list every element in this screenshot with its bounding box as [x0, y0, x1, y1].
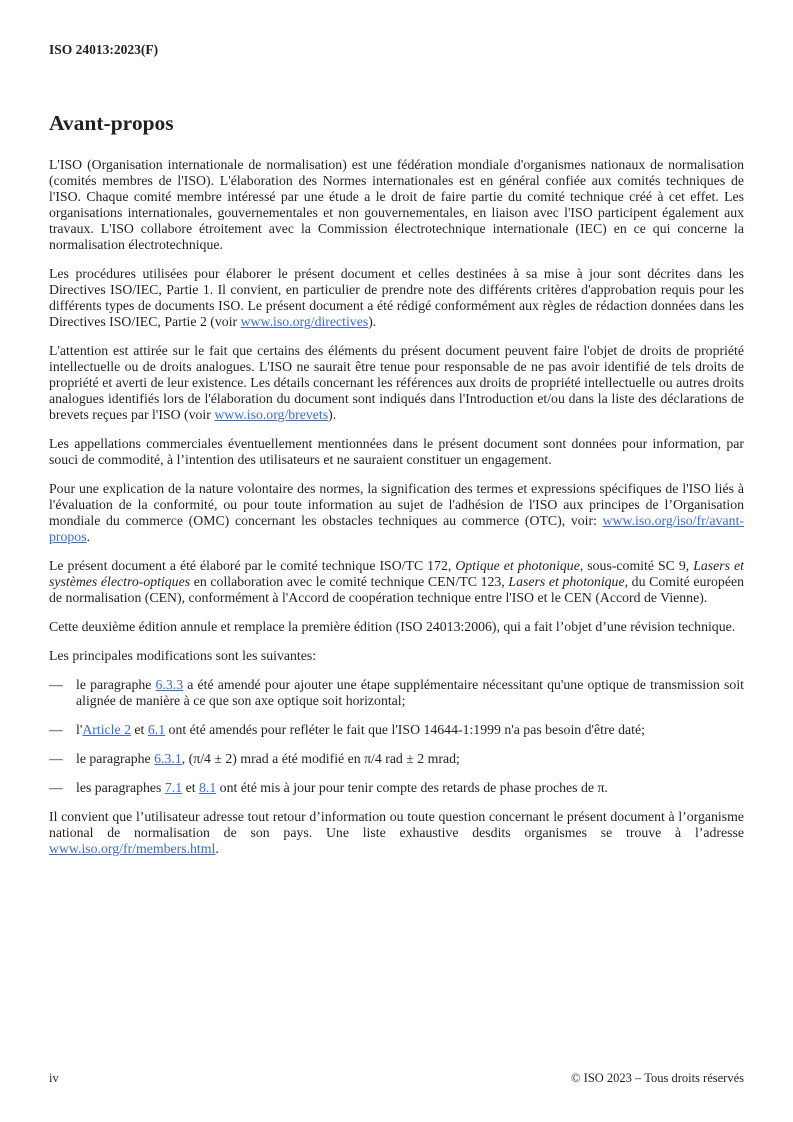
- paragraph: Il convient que l’utilisateur adresse tout retour d’information ou toute question concernant le présent document à l’organisme national de normalisation de son pays. Une liste exhaustive desdits organismes se trouve à l’adresse www.iso.org/fr/members.html.: [49, 809, 744, 856]
- document-reference: ISO 24013:2023(F): [49, 42, 159, 57]
- list-item: [49, 677, 744, 709]
- italic-text: Lasers et systèmes électro-optiques: [49, 558, 744, 589]
- hyperlink[interactable]: Article 2: [82, 722, 131, 737]
- italic-text: Optique et photonique: [455, 558, 580, 573]
- page-title: Avant-propos: [49, 111, 174, 135]
- list-item: [49, 722, 744, 738]
- footer-page-number: iv: [49, 1071, 59, 1085]
- hyperlink[interactable]: www.iso.org/fr/members.html: [49, 841, 216, 856]
- italic-text: Lasers et photonique: [508, 574, 625, 589]
- paragraph: Les procédures utilisées pour élaborer le présent document et celles destinées à sa mise à jour sont décrites dans les Directives ISO/IEC, Partie 1. Il convient, en particulier de prendre note des différents critères d'approbation requis pour les différents types de documents ISO. Le présent document a été rédigé conformément aux règles de rédaction données dans les Directives ISO/IEC, Partie 2 (voir www.iso.org/directives).: [49, 266, 744, 329]
- paragraph: Cette deuxième édition annule et remplace la première édition (ISO 24013:2006), qui a fait l’objet d’une révision technique.: [49, 619, 736, 634]
- list-item-dash: —: [49, 751, 63, 766]
- list-item-text: les paragraphes 7.1 et 8.1 ont été mis à jour pour tenir compte des retards de phase proches de π.: [76, 780, 608, 795]
- hyperlink[interactable]: www.iso.org/directives: [240, 314, 369, 329]
- hyperlink[interactable]: 6.3.1: [154, 751, 182, 766]
- list-item-text: le paragraphe 6.3.3 a été amendé pour ajouter une étape supplémentaire nécessitant qu'une optique de transmission soit alignée de manière à ce que son axe optique soit horizontal;: [76, 677, 744, 708]
- paragraph: Les principales modifications sont les suivantes:: [49, 648, 317, 663]
- hyperlink[interactable]: 7.1: [164, 780, 183, 795]
- paragraph: Le présent document a été élaboré par le comité technique ISO/TC 172, Optique et photonique, sous-comité SC 9, Lasers et systèmes électro-optiques en collaboration avec le comité technique CEN/TC 123, Lasers et photonique, du Comité européen de normalisation (CEN), conformément à l'Accord de coopération technique entre l'ISO et le CEN (Accord de Vienne).: [49, 558, 744, 605]
- footer-copyright: © ISO 2023 – Tous droits réservés: [571, 1071, 744, 1085]
- hyperlink[interactable]: 8.1: [198, 780, 217, 795]
- paragraph: L'attention est attirée sur le fait que certains des éléments du présent document peuvent faire l'objet de droits de propriété intellectuelle ou de droits analogues. L'ISO ne saurait être tenue pour responsable de ne pas avoir identifié de tels droits de propriété et averti de leur existence. Les détails concernant les références aux droits de propriété intellectuelle ou autres droits analogues identifiés lors de l'élaboration du document sont indiqués dans l'Introduction et/ou dans la liste des déclarations de brevets reçues par l'ISO (voir www.iso.org/brevets).: [49, 343, 744, 422]
- list-item-dash: —: [49, 677, 63, 692]
- paragraph: Les appellations commerciales éventuellement mentionnées dans le présent document sont données pour information, par souci de commodité, à l’intention des utilisateurs et ne sauraient constituer un engagement.: [49, 436, 744, 467]
- document-body: [49, 157, 744, 857]
- list-item-text: le paragraphe 6.3.1, (π/4 ± 2) mrad a été modifié en π/4 rad ± 2 mrad;: [76, 751, 460, 766]
- list-item: [49, 751, 744, 767]
- paragraph: Pour une explication de la nature volontaire des normes, la signification des termes et expressions spécifiques de l'ISO liés à l'évaluation de la conformité, ou pour toute information au sujet de l'adhésion de l'ISO aux principes de l’Organisation mondiale du commerce (OMC) concernant les obstacles techniques au commerce (OTC), voir: www.iso.org/iso/fr/avant-propos.: [49, 481, 744, 544]
- list-item-dash: —: [49, 722, 63, 737]
- list-item: [49, 780, 744, 796]
- paragraph: L'ISO (Organisation internationale de normalisation) est une fédération mondiale d'organismes nationaux de normalisation (comités membres de l'ISO). L'élaboration des Normes internationales est en général confiée aux comités techniques de l'ISO. Chaque comité membre intéressé par une étude a le droit de faire partie du comité technique créé à cet effet. Les organisations internationales, gouvernementales et non gouvernementales, en liaison avec l'ISO participent également aux travaux. L'ISO collabore étroitement avec la Commission électrotechnique internationale (IEC) en ce qui concerne la normalisation électrotechnique.: [49, 157, 744, 252]
- hyperlink[interactable]: 6.3.3: [155, 677, 184, 692]
- hyperlink[interactable]: 6.1: [147, 722, 166, 737]
- hyperlink[interactable]: www.iso.org/brevets: [214, 407, 329, 422]
- page-footer: [49, 1071, 744, 1086]
- hyperlink[interactable]: www.iso.org/iso/fr/avant-propos: [49, 513, 744, 544]
- list-item-dash: —: [49, 780, 63, 795]
- list-item-text: l'Article 2 et 6.1 ont été amendés pour refléter le fait que l'ISO 14644-1:1999 n'a pas besoin d'être daté;: [76, 722, 645, 737]
